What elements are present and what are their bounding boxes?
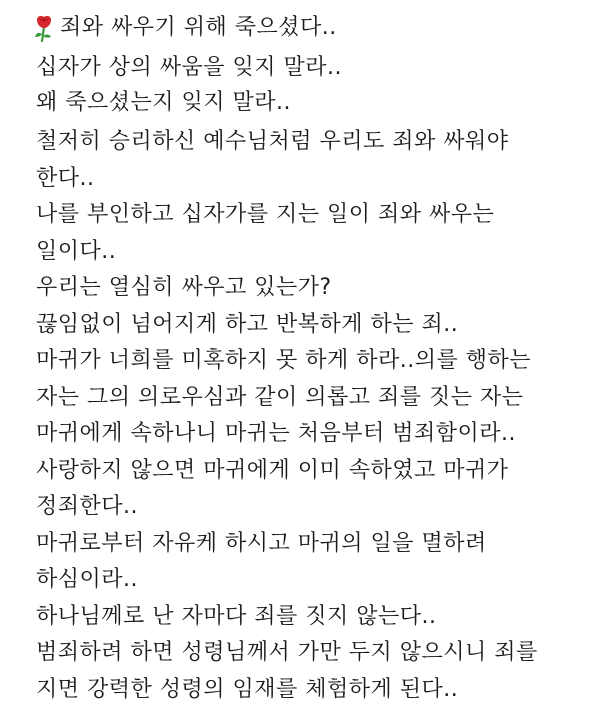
- text-line: 나를 부인하고 십자가를 지는 일이 죄와 싸우는: [36, 202, 495, 227]
- text-line: 죄와 싸우기 위해 죽으셨다..: [60, 15, 337, 40]
- text-line: 우리는 열심히 싸우고 있는가?: [36, 275, 332, 300]
- text-line: 하나님께로 난 자마다 죄를 짓지 않는다..: [36, 604, 437, 629]
- text-line: 철저히 승리하신 예수님처럼 우리도 죄와 싸워야: [36, 129, 509, 154]
- text-line: 끊임없이 넘어지게 하고 반복하게 하는 죄..: [36, 312, 459, 337]
- text-line: 한다..: [36, 166, 95, 191]
- text-line: 지면 강력한 성령의 임재를 체험하게 된다..: [36, 677, 459, 702]
- text-line: 하심이라..: [36, 567, 138, 592]
- text-line: 범죄하려 하면 성령님께서 가만 두지 않으시니 죄를: [36, 640, 538, 665]
- text-line: 자는 그의 의로우심과 같이 의롭고 죄를 짓는 자는: [36, 385, 524, 410]
- text-line: 마귀로부터 자유케 하시고 마귀의 일을 멸하려: [36, 531, 487, 556]
- text-line: 일이다..: [36, 239, 117, 264]
- text-line: 왜 죽으셨는지 잊지 말라..: [36, 90, 291, 115]
- text-line: 마귀에게 속하나니 마귀는 처음부터 범죄함이라..: [36, 421, 517, 446]
- text-line: 마귀가 너희를 미혹하지 못 하게 하라..의를 행하는: [36, 348, 531, 373]
- text-line: 정죄한다..: [36, 494, 138, 519]
- text-line: 사랑하지 않으면 마귀에게 이미 속하였고 마귀가: [36, 458, 509, 483]
- text-line: 십자가 상의 싸움을 잊지 말라..: [36, 55, 342, 80]
